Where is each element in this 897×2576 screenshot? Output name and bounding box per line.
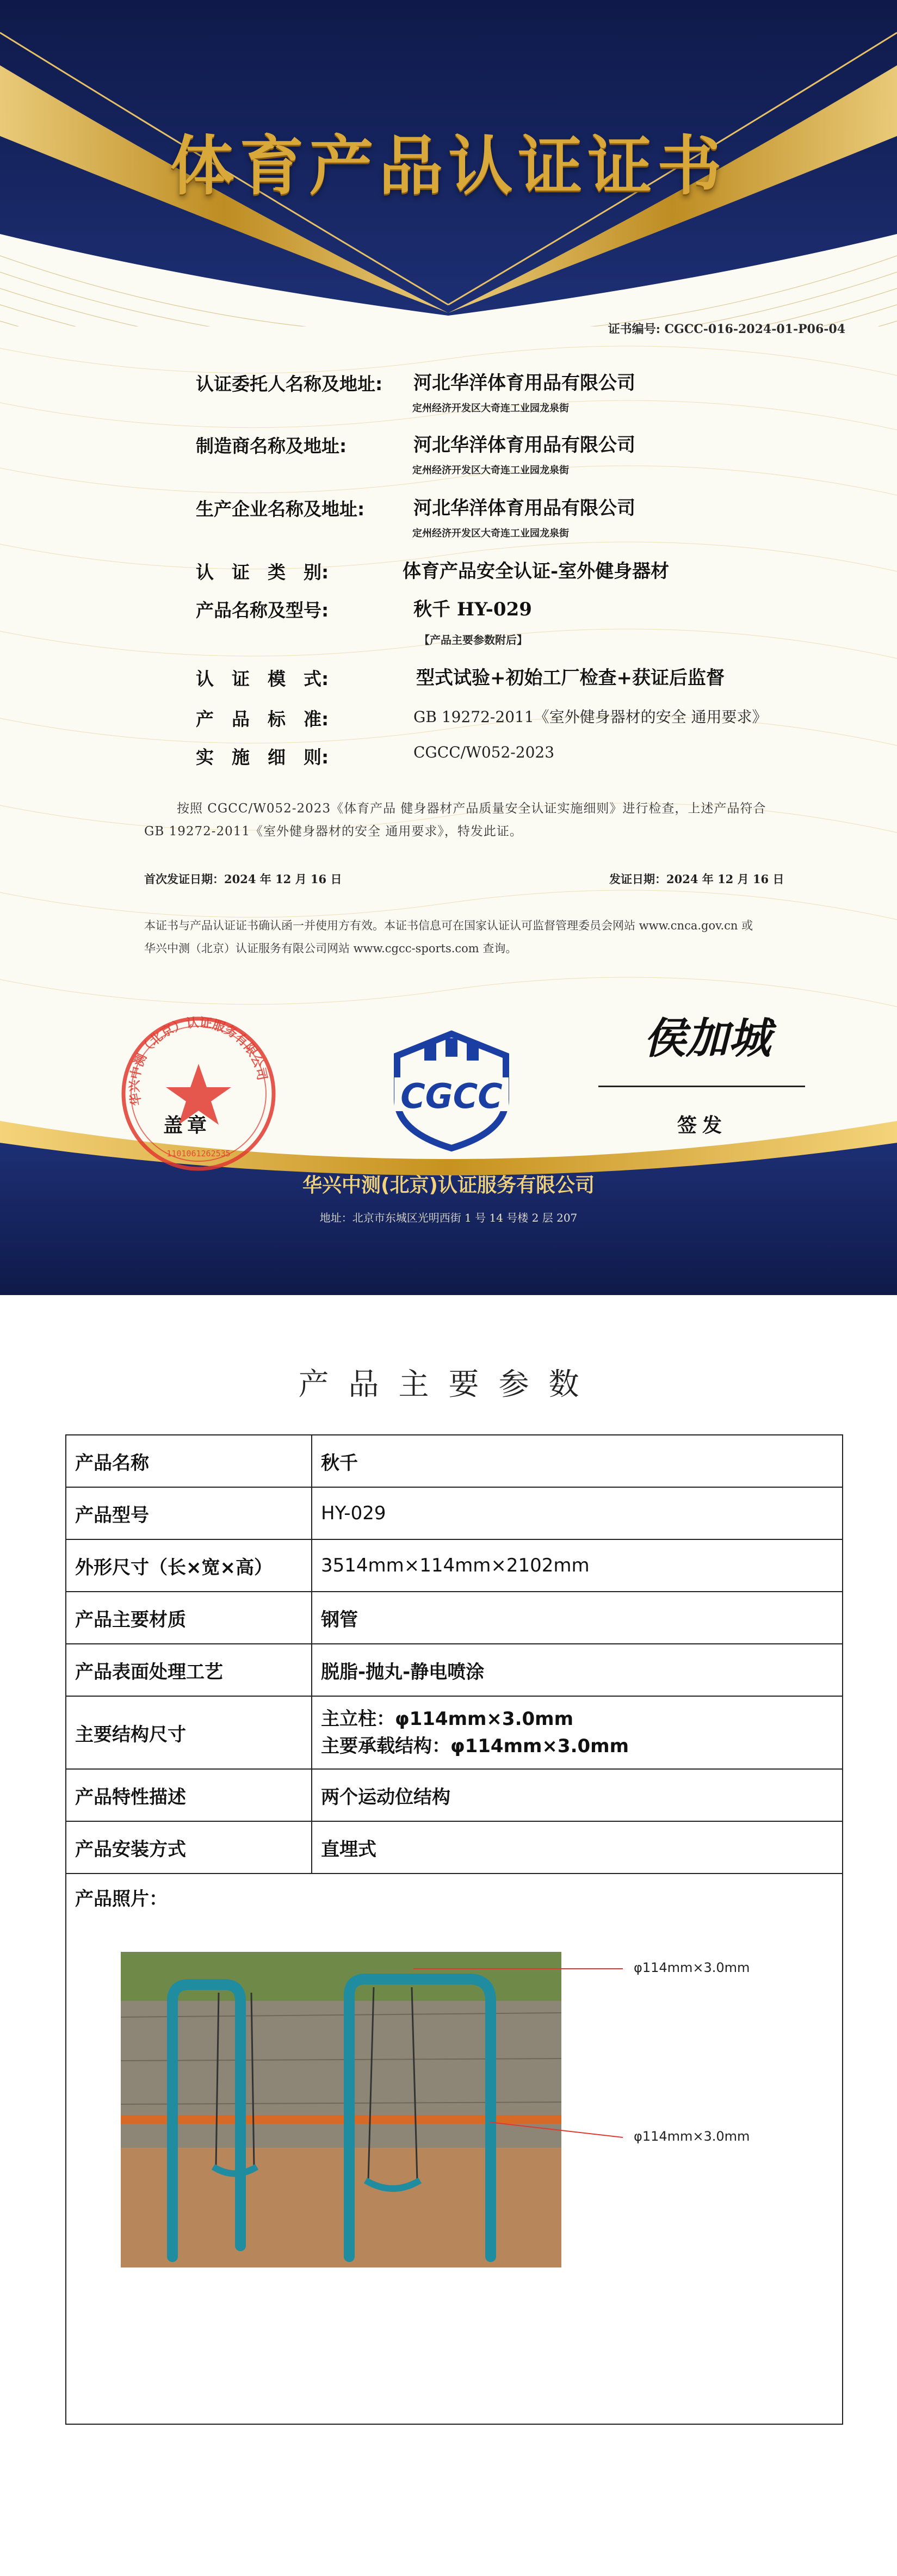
mode-value: 型式试验+初始工厂检查+获证后监督 xyxy=(416,667,725,689)
row-label: 产品名称 xyxy=(66,1435,312,1487)
table-row xyxy=(66,1696,843,1769)
seal-label: 盖章 xyxy=(163,1114,212,1137)
manufacturer-label: 制造商名称及地址: xyxy=(196,435,347,457)
row-value: HY-029 xyxy=(312,1487,843,1539)
seal-code: 1101061262535 xyxy=(166,1149,231,1158)
table-row xyxy=(66,1539,843,1592)
first-issue-date: 首次发证日期：2024 年 12 月 16 日 xyxy=(144,872,342,886)
verification-notice: 本证书与产品认证证书确认函一并使用方有效。本证书信息可在国家认证认可监督管理委员会网站 www.cnca.gov.cn 或华兴中测（北京）认证服务有限公司网站 www.cgcc-sports.com 查询。 xyxy=(144,919,753,955)
mode-label: 认 证 模 式: xyxy=(196,668,329,689)
load-size-callout: φ114mm×3.0mm xyxy=(634,2129,750,2144)
manufacturer-name: 河北华洋体育用品有限公司 xyxy=(413,434,635,456)
logo-text: CGCC xyxy=(400,1076,503,1116)
category-label: 认 证 类 别: xyxy=(196,562,329,583)
row-label: 外形尺寸（长×宽×高） xyxy=(66,1539,312,1592)
rules-label: 实 施 细 则: xyxy=(196,747,329,768)
table-row xyxy=(66,1435,843,1487)
load-structure-size: 主要承载结构：φ114mm×3.0mm xyxy=(321,1735,629,1757)
issuer-name: 华兴中测(北京)认证服务有限公司 xyxy=(302,1174,595,1197)
manufacturer-address: 定州经济开发区大奇连工业园龙泉街 xyxy=(412,465,569,476)
signature-line xyxy=(598,1086,805,1087)
producer-address: 定州经济开发区大奇连工业园龙泉街 xyxy=(412,528,569,539)
seal-text: 华兴中测（北京）认证服务有限公司 xyxy=(127,1015,270,1107)
certificate-title: 体育产品认证证书 xyxy=(170,128,727,204)
table-row xyxy=(66,1487,843,1539)
row-label: 产品表面处理工艺 xyxy=(66,1644,312,1696)
issuer-address: 地址：北京市东城区光明西街 1 号 14 号楼 2 层 207 xyxy=(319,1211,578,1224)
official-seal xyxy=(112,1012,286,1175)
row-value: 脱脂-抛丸-静电喷涂 xyxy=(312,1644,843,1696)
row-value: 3514mm×114mm×2102mm xyxy=(312,1539,843,1592)
client-address: 定州经济开发区大奇连工业园龙泉街 xyxy=(412,403,569,414)
standard-value: GB 19272-2011《室外健身器材的安全 通用要求》 xyxy=(413,708,768,726)
row-label: 主要结构尺寸 xyxy=(66,1696,312,1769)
row-value: 直埋式 xyxy=(312,1821,843,1874)
signature xyxy=(626,1001,789,1072)
row-label: 产品安装方式 xyxy=(66,1821,312,1874)
table-row xyxy=(66,1592,843,1644)
product-note: 【产品主要参数附后】 xyxy=(419,633,528,646)
client-label: 认证委托人名称及地址: xyxy=(196,373,383,395)
standard-label: 产 品 标 准: xyxy=(196,708,329,730)
row-value: 钢管 xyxy=(312,1592,843,1644)
producer-label: 生产企业名称及地址: xyxy=(196,498,365,520)
table-row xyxy=(66,1769,843,1821)
certificate-number: 证书编号: CGCC-016-2024-01-P06-04 xyxy=(608,322,845,336)
row-value xyxy=(312,1696,843,1769)
category-value: 体育产品安全认证-室外健身器材 xyxy=(403,560,670,582)
cgcc-logo xyxy=(373,1023,530,1154)
producer-name: 河北华洋体育用品有限公司 xyxy=(413,497,635,519)
signature-text: 侯加城 xyxy=(643,1014,771,1063)
parameters-title: 产品主要参数 xyxy=(298,1367,599,1402)
row-value: 两个运动位结构 xyxy=(312,1769,843,1821)
photo-label: 产品照片： xyxy=(75,1888,168,1910)
signature-label: 签发 xyxy=(677,1114,728,1137)
product-label: 产品名称及型号: xyxy=(196,600,329,621)
rules-value: CGCC/W052-2023 xyxy=(413,743,555,761)
issue-date: 发证日期：2024 年 12 月 16 日 xyxy=(609,872,784,886)
row-label: 产品主要材质 xyxy=(66,1592,312,1644)
main-column-size: 主立柱：φ114mm×3.0mm xyxy=(321,1708,573,1730)
row-value: 秋千 xyxy=(312,1435,843,1487)
product-value: 秋千 HY-029 xyxy=(413,599,532,620)
client-name: 河北华洋体育用品有限公司 xyxy=(413,372,635,394)
row-label: 产品特性描述 xyxy=(66,1769,312,1821)
callout-lines xyxy=(413,1959,653,2155)
row-label: 产品型号 xyxy=(66,1487,312,1539)
column-size-callout: φ114mm×3.0mm xyxy=(634,1960,750,1975)
parameters-table xyxy=(65,1434,843,2425)
table-row xyxy=(66,1644,843,1696)
certification-statement: 按照 CGCC/W052-2023《体育产品 健身器材产品质量安全认证实施细则》进行检查，上述产品符合 GB 19272-2011《室外健身器材的安全 通用要求》，特发此证。 xyxy=(144,802,766,839)
table-row xyxy=(66,1821,843,1874)
